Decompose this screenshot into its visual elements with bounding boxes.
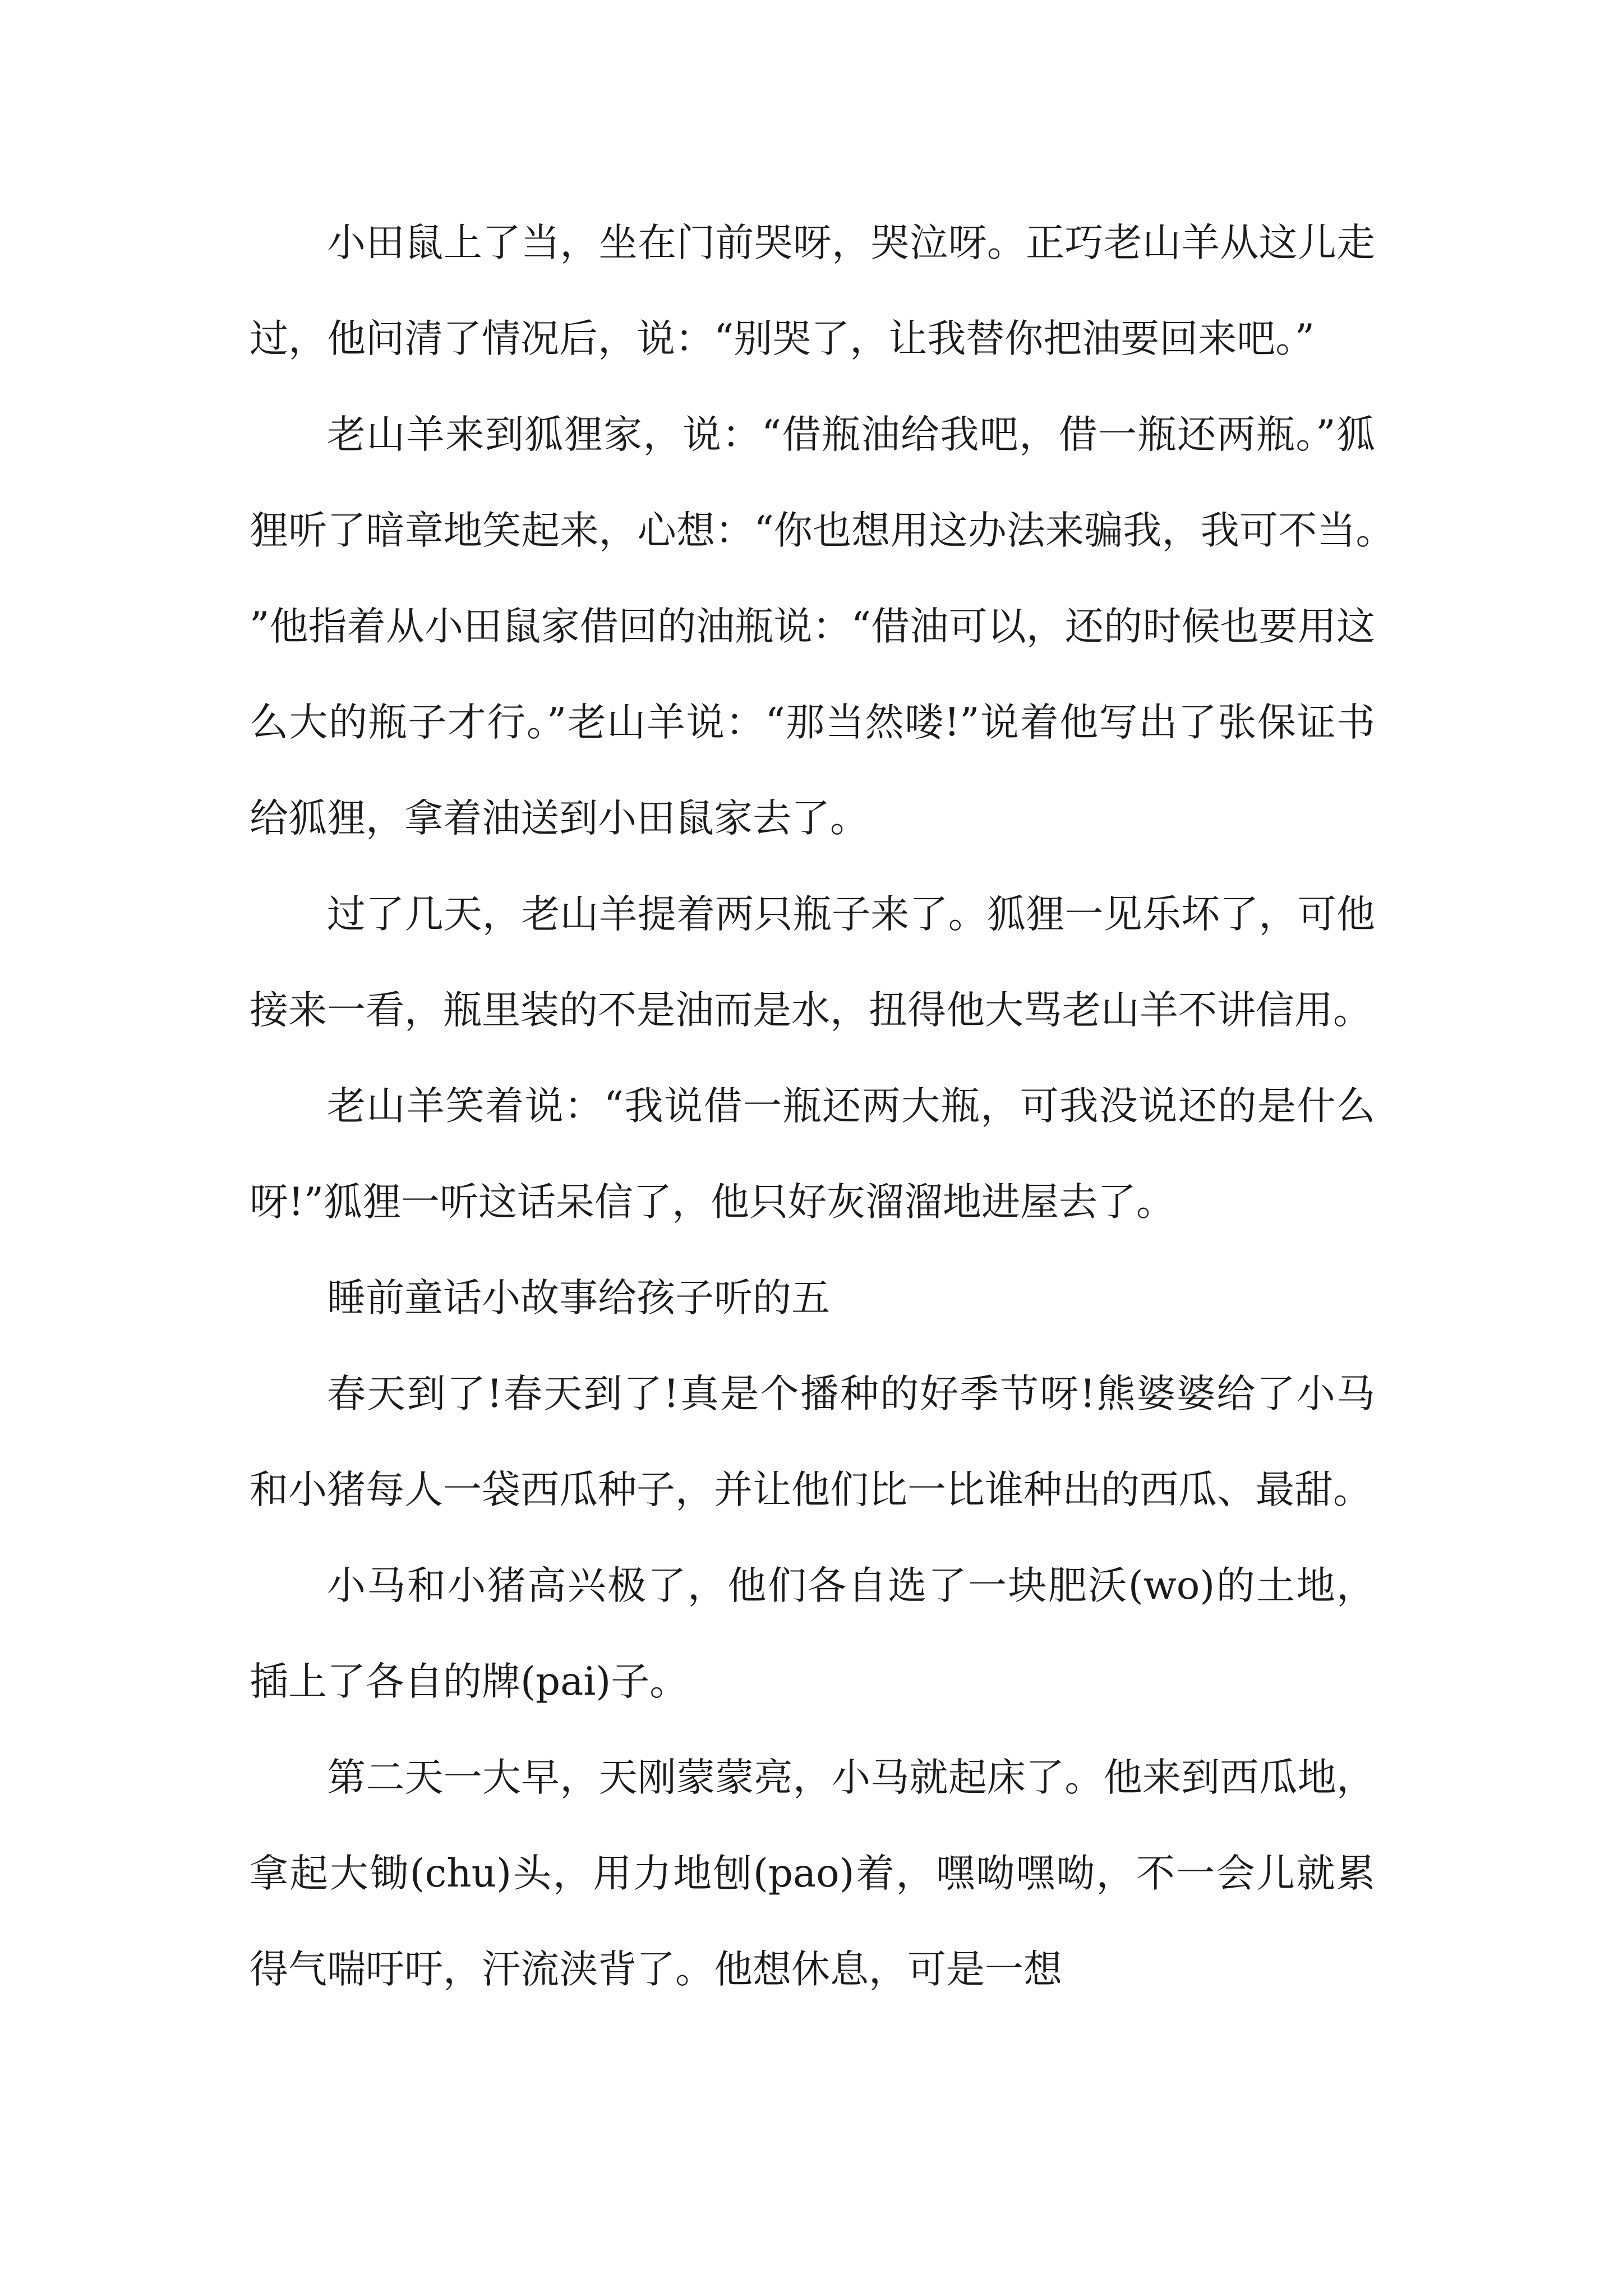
document-body (250, 195, 1375, 2018)
section-paragraph-2: 小马和小猪高兴极了，他们各自选了一块肥沃(wo)的土地，插上了各自的牌(pai)子。 (250, 1563, 1375, 1704)
story-paragraph-1: 小田鼠上了当，坐在门前哭呀，哭泣呀。正巧老山羊从这儿走过，他问清了情况后，说：“别哭了，让我替你把油要回来吧。” (250, 220, 1375, 361)
story-paragraph-3: 过了几天，老山羊提着两只瓶子来了。狐狸一见乐坏了，可他接来一看，瓶里装的不是油而是水，扭得他大骂老山羊不讲信用。 (250, 892, 1375, 1033)
section-paragraph-1: 春天到了!春天到了!真是个播种的好季节呀!熊婆婆给了小马和小猪每人一袋西瓜种子，并让他们比一比谁种出的西瓜、最甜。 (250, 1372, 1375, 1512)
story-paragraph-2: 老山羊来到狐狸家，说：“借瓶油给我吧，借一瓶还两瓶。”狐狸听了暗章地笑起来，心想：“你也想用这办法来骗我，我可不当。”他指着从小田鼠家借回的油瓶说：“借油可以，还的时候也要用这么大的瓶子才行。”老山羊说：“那当然喽!”说着他写出了张保证书给狐狸，拿着油送到小田鼠家去了。 (250, 412, 1375, 841)
story-paragraph-4: 老山羊笑着说：“我说借一瓶还两大瓶，可我没说还的是什么呀!”狐狸一听这话呆信了，他只好灰溜溜地进屋去了。 (250, 1084, 1375, 1225)
section-title: 睡前童话小故事给孩子听的五 (327, 1276, 830, 1320)
section-paragraph-3: 第二天一大早，天刚蒙蒙亮，小马就起床了。他来到西瓜地，拿起大锄(chu)头，用力地刨(pao)着，嘿呦嘿呦，不一会儿就累得气喘吁吁，汗流浃背了。他想休息，可是一想 (250, 1755, 1375, 1992)
